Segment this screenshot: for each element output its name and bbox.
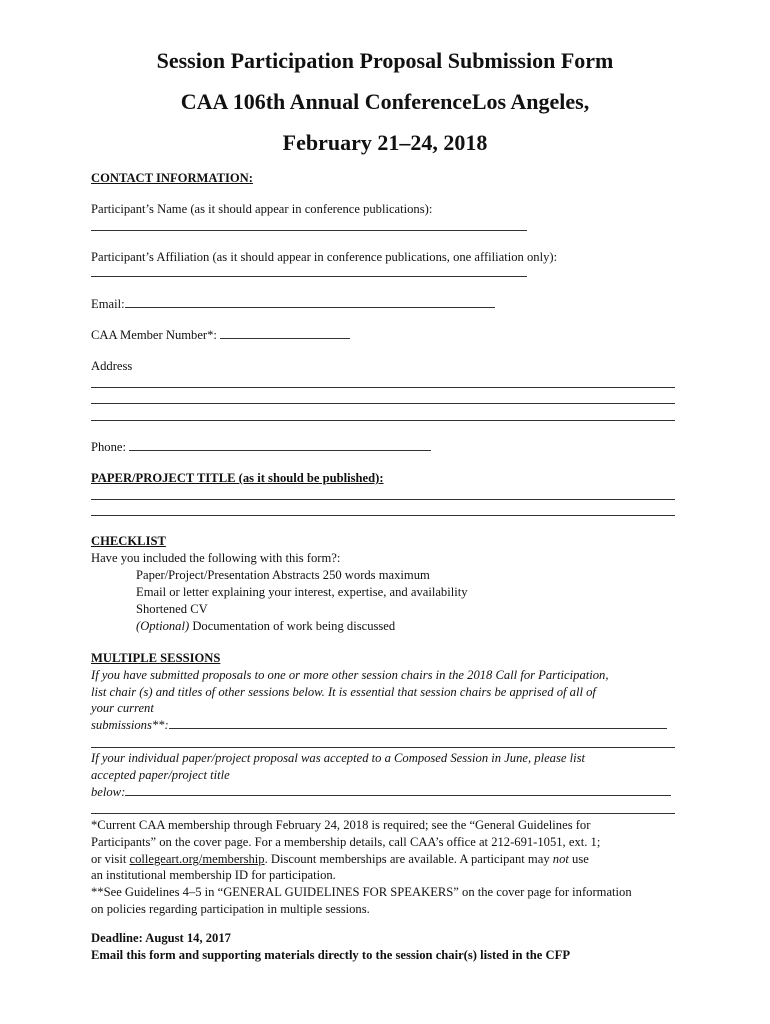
- note-line: **See Guidelines 4–5 in “GENERAL GUIDELINES FOR SPEAKERS” on the cover page for information: [91, 885, 632, 899]
- multiple-para-line: If you have submitted proposals to one or more other session chairs in the 2018 Call for Participation,: [91, 668, 609, 682]
- checklist-item: Paper/Project/Presentation Abstracts 250 words maximum: [136, 568, 430, 582]
- member-number-label: CAA Member Number*:: [91, 328, 221, 342]
- phone-row: [91, 439, 431, 455]
- email-instruction: Email this form and supporting materials directly to the session chair(s) listed in the CFP: [91, 948, 571, 962]
- paper-title-field-2[interactable]: [91, 515, 675, 516]
- address-field-2[interactable]: [91, 403, 675, 404]
- email-label: Email:: [91, 297, 125, 311]
- submissions-field[interactable]: [169, 717, 667, 729]
- address-field-1[interactable]: [91, 387, 675, 388]
- member-number-field[interactable]: [220, 327, 350, 339]
- multiple-para-line: your current: [91, 701, 154, 715]
- optional-prefix: (Optional): [136, 619, 190, 633]
- submissions-row: [91, 717, 667, 733]
- checklist-item: Email or letter explaining your interest, expertise, and availability: [136, 585, 468, 599]
- multiple-sessions-heading: MULTIPLE SESSIONS: [91, 651, 221, 665]
- address-field-3[interactable]: [91, 420, 675, 421]
- composed-para-line: If your individual paper/project proposal was accepted to a Composed Session in June, please list: [91, 751, 586, 765]
- deadline: Deadline: August 14, 2017: [91, 931, 231, 945]
- phone-label: Phone:: [91, 440, 130, 454]
- conference-title: CAA 106th Annual ConferenceLos Angeles,: [180, 89, 590, 114]
- checklist-heading: CHECKLIST: [91, 534, 166, 548]
- composed-label: below:: [91, 785, 126, 799]
- address-label: Address: [91, 359, 133, 373]
- composed-row: [91, 784, 671, 800]
- conference-dates: February 21–24, 2018: [282, 130, 488, 155]
- composed-para-line: accepted paper/project title: [91, 768, 230, 782]
- name-field[interactable]: [91, 230, 527, 231]
- note-line: Participants” on the cover page. For a membership details, call CAA’s office at 212-691-1051, ext. 1;: [91, 835, 601, 849]
- contact-heading: CONTACT INFORMATION:: [91, 171, 253, 185]
- member-row: [91, 327, 350, 343]
- note-emphasis: not: [552, 852, 569, 866]
- checklist-item-optional: [136, 618, 395, 634]
- paper-title-heading: PAPER/PROJECT TITLE (as it should be published):: [91, 471, 384, 485]
- note-text: use: [568, 852, 589, 866]
- note-text: or visit: [91, 852, 130, 866]
- affiliation-field[interactable]: [91, 276, 527, 277]
- form-title: Session Participation Proposal Submission Form: [156, 48, 614, 73]
- name-label: Participant’s Name (as it should appear in conference publications):: [91, 202, 433, 216]
- composed-field-2[interactable]: [91, 813, 675, 814]
- composed-field[interactable]: [125, 784, 671, 796]
- optional-text: Documentation of work being discussed: [189, 619, 396, 633]
- note-text: . Discount memberships are available. A participant may: [264, 852, 553, 866]
- checklist-item: Shortened CV: [136, 602, 208, 616]
- note-line: an institutional membership ID for participation.: [91, 868, 336, 882]
- email-field[interactable]: [125, 296, 495, 308]
- phone-field[interactable]: [129, 439, 431, 451]
- multiple-para-line: list chair (s) and titles of other sessions below. It is essential that session chairs be apprised of all of: [91, 685, 596, 699]
- note-line: *Current CAA membership through February 24, 2018 is required; see the “General Guidelines for: [91, 818, 591, 832]
- email-row: [91, 296, 495, 312]
- paper-title-field-1[interactable]: [91, 499, 675, 500]
- checklist-intro: Have you included the following with this form?:: [91, 551, 341, 565]
- note-line: [91, 851, 589, 867]
- submissions-field-2[interactable]: [91, 747, 675, 748]
- affiliation-label: Participant’s Affiliation (as it should appear in conference publications, one affiliation only):: [91, 250, 558, 264]
- submissions-label: submissions**:: [91, 718, 169, 732]
- note-line: on policies regarding participation in multiple sessions.: [91, 902, 370, 916]
- membership-link[interactable]: collegeart.org/membership: [129, 852, 265, 866]
